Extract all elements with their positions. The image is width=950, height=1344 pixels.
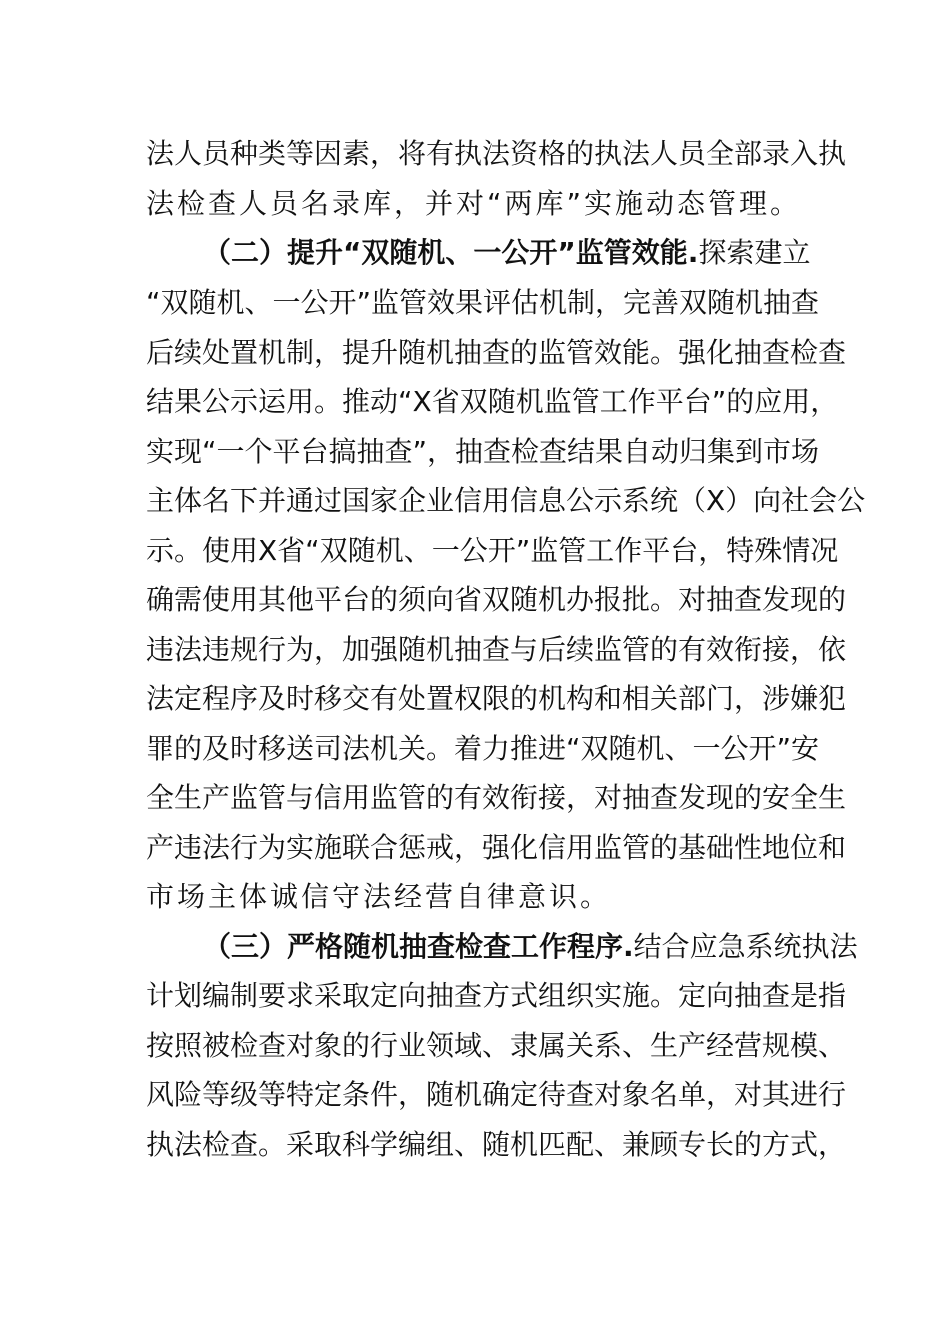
text-line: 确需使用其他平台的须向省双随机办报批。对抽查发现的 (146, 583, 847, 616)
paragraph-first-line (203, 235, 811, 271)
section-heading: （三）严格随机抽查检查工作程序. (203, 930, 634, 963)
heading-trailing-text: 结合应急系统执法 (633, 930, 858, 963)
text-line: 法定程序及时移交有处置权限的机构和相关部门，涉嫌犯 (146, 682, 847, 715)
heading-trailing-text: 探索建立 (698, 236, 811, 269)
text-line: 法检查人员名录库，并对“两库”实施动态管理。 (146, 187, 802, 220)
text-line: “双随机、一公开”监管效果评估机制，完善双随机抽查 (146, 286, 820, 319)
text-line: 违法违规行为，加强随机抽查与后续监管的有效衔接，依 (146, 633, 847, 666)
text-line: 产违法行为实施联合惩戒，强化信用监管的基础性地位和 (146, 831, 847, 864)
text-line: 实现“一个平台搞抽查”，抽查检查结果自动归集到市场 (146, 435, 820, 468)
text-line: 计划编制要求采取定向抽查方式组织实施。定向抽查是指 (146, 979, 847, 1012)
text-line: 市场主体诚信守法经营自律意识。 (146, 880, 612, 913)
text-line: 示。使用X省“双随机、一公开”监管工作平台，特殊情况 (146, 534, 839, 567)
text-line: 主体名下并通过国家企业信用信息公示系统（X）向社会公 (146, 484, 866, 517)
text-line: 执法检查。采取科学编组、随机匹配、兼顾专长的方式， (146, 1128, 847, 1161)
text-line: 结果公示运用。推动“X省双随机监管工作平台”的应用， (146, 385, 839, 418)
text-line: 罪的及时移送司法机关。着力推进“双随机、一公开”安 (146, 732, 820, 765)
text-line: 风险等级等特定条件，随机确定待查对象名单，对其进行 (146, 1078, 847, 1111)
section-heading: （二）提升“双随机、一公开”监管效能. (203, 236, 699, 269)
text-line: 后续处置机制，提升随机抽查的监管效能。强化抽查检查 (146, 336, 847, 369)
text-line: 全生产监管与信用监管的有效衔接，对抽查发现的安全生 (146, 781, 847, 814)
text-line: 按照被检查对象的行业领域、隶属关系、生产经营规模、 (146, 1029, 847, 1062)
text-line: 法人员种类等因素，将有执法资格的执法人员全部录入执 (146, 137, 847, 170)
paragraph-first-line (203, 929, 858, 965)
